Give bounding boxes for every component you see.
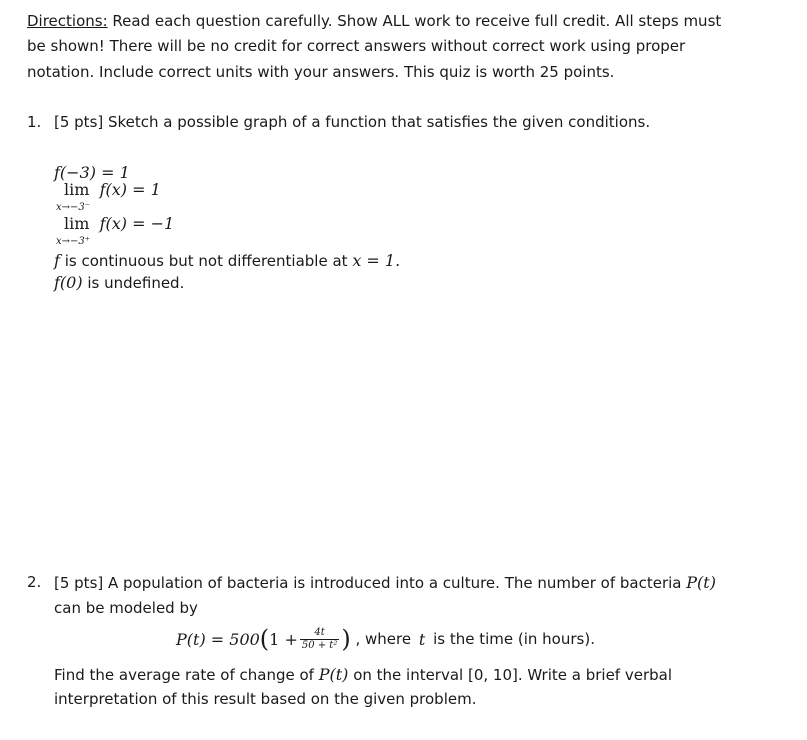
lim-right-expression: f(x) = −1 (99, 214, 175, 233)
lim-word: lim (64, 180, 90, 199)
lim-left-expression: f(x) = 1 (99, 180, 161, 199)
directions-line-3: notation. Include correct units with your answers. This quiz is worth 25 points. (27, 63, 615, 81)
q2-line-3 (54, 662, 672, 688)
q2-line-2: can be modeled by (54, 599, 198, 617)
formula-lhs: P(t) = 500 (176, 629, 260, 649)
formula-paren-close: ) (341, 625, 351, 653)
directions-line-1 (27, 9, 721, 34)
q2-line-4: interpretation of this result based on the given problem. (54, 690, 477, 708)
lim-right-subscript: x→−3⁺ (56, 236, 91, 247)
q1-prompt: [5 pts] Sketch a possible graph of a function that satisfies the given conditions. (54, 113, 651, 131)
formula-tail: is the time (in hours). (428, 630, 595, 648)
q1-condition-value: f(−3) = 1 (54, 163, 130, 182)
q1-limit-left (64, 180, 161, 199)
directions-label: Directions: (27, 12, 108, 30)
cond-x-value: x = 1. (352, 251, 401, 270)
q2-number: 2. (27, 573, 42, 591)
formula-fraction (300, 627, 340, 652)
cond-continuity-text: is continuous but not differentiable at (59, 252, 353, 270)
formula-one: 1 + (269, 629, 298, 649)
q1-number: 1. (27, 113, 42, 131)
cond-f-symbol: f (54, 251, 60, 270)
q2-line-3-post: on the interval [0, 10]. Write a brief verbal (348, 666, 673, 684)
formula-where: , where (350, 630, 416, 648)
q2-formula (176, 621, 595, 657)
lim-left-subscript: x→−3⁻ (56, 202, 91, 213)
q2-line-1-text: [5 pts] A population of bacteria is introduced into a culture. The number of bacteria (54, 574, 687, 592)
q2-line-1 (54, 570, 716, 596)
directions-text-1: Read each question carefully. Show ALL work to receive full credit. All steps must (107, 12, 722, 30)
q2-line-3-pre: Find the average rate of change of (54, 666, 319, 684)
formula-t: t (418, 629, 426, 649)
q1-limit-right (64, 214, 174, 233)
cond-undefined-text: is undefined. (82, 274, 185, 292)
q1-condition-undefined (54, 273, 184, 292)
directions-line-2: be shown! There will be no credit for correct answers without correct work using proper (27, 37, 686, 55)
fraction-denominator: 50 + t² (301, 639, 338, 651)
fraction-numerator: 4t (300, 627, 340, 640)
q2-line-3-math: P(t) (318, 665, 349, 684)
cond-f0-symbol: f(0) (54, 273, 83, 292)
q1-condition-continuity (54, 251, 400, 270)
formula-paren-open: ( (259, 625, 270, 653)
lim-word: lim (64, 214, 90, 233)
q2-line-1-math: P(t) (686, 573, 716, 592)
